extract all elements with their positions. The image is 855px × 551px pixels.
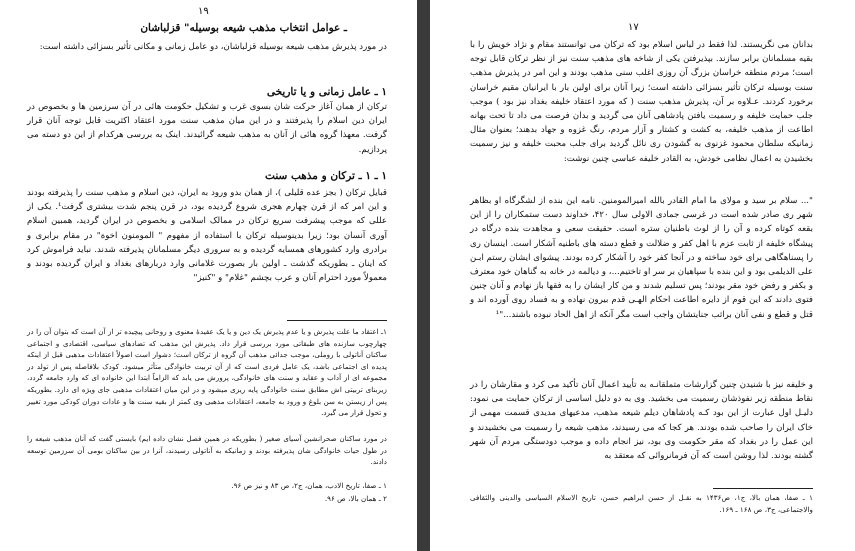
page-number: ۱۷ bbox=[628, 22, 639, 33]
subheading-temporal-factor: ۱ ـ عامل زمانی و یا تاریخی bbox=[266, 86, 387, 98]
footnote-divider bbox=[713, 488, 813, 489]
footnote-note-b: در مورد ساکنان صحرانشین آسیای صغیر ( بطوریکه در همین فصل نشان داده ایم) بایستی گفت که آنان مذهب شیعه را در طول حیات خانوادگی شان پذیرفته بودند و زمانیکه به آناتولی رسیدند، آنرا در بین ساکنان بومی آن سرزمین توسعه دادند. bbox=[27, 434, 387, 467]
intro-paragraph: در مورد پذیرش مذهب شیعه بوسیله قزلباشان، دو عامل زمانی و مکانی تأثیر بسزائی داشته است: bbox=[39, 42, 387, 52]
quoted-letter: "... سلام بر سید و مولای ما امام القادر بالله امیرالمومنین. نامه این بنده از لشگرگاه او بظاهر شهر ری صادر شده است در غرسی جمادی الاولی سال ۴۲۰، خداوند دست ستمکاران را از این بقعه کوتاه کرده و آن را از لوث باطنیان ستره است. حقیقت سعی و مجاهدت بنده درگاه در پیشگاه خلیفه از ثابت عزم با اهل کفر و ضلالت و قطع دسته های باطنیه آشکار است. اینسان ری را پسناهگاهی برای خود ساخته و در آنجا کفر خود را آشکار کرده بودند. پیشوای ایشان رستم ابـن علی الدیلمی بود و این بنده با سپاهیان بر سر او تاختیم...، و دیالمه در خانه به گناهان خود معترف و بکفر و رفض خود مقر بودند؛ پس تسلیم شدند و من کار ایشان را به فقها باز نهادم و آنان چنین فتوی دادند که این قوم از دایره اطاعت احکام الهـی قدم بیرون نهاده و به فساد روی آورده اند و قتل و قطع و نفی آنان براثب جنایتشان واجب است مگر آنکه از اهل الحاد نبوده باشند..."¹ bbox=[470, 196, 813, 320]
paragraph-temporal: ترکان از همان آغاز حرکت شان بسوی غرب و تشکیل حکومت هائی در آن سرزمین ها و بخصوص در ایران دین اسلام را پذیرفتند و در این میان مذهب سنت مورد اعتقاد اکثریت قابل توجه آنان قرار گرفت. معهذا گروه هائی از آنان به مذهب شیعه گرائیدند. اینک به بررسی هرکدام از این دو دسته می پردازیم. bbox=[27, 102, 387, 155]
book-gutter bbox=[417, 0, 430, 551]
footnote-note-a: ۱ـ اعتقاد ما علت پذیرش و یا عدم پذیرش یک دین و یا یک عقیدۀ معنوی و روحانی پیچیده تر از آن است که بتوان آن را در چهارچوب سازنده های طبقاتی مورد بررسی قرار داد. پذیرش این مذهب که تضادهای سیاسی، اقتصادی و اجتماعی ساکنان آناتولی با روملی، موجب جدائی مذهب آن گروه از ترکان است؛ دشوار است اصولاً اعتقادات مذهبی قبل از اینکه پدیده ای اجتماعی باشد، یک عامل فردی است که از آن تربیت خانوادگی متأثر میشود. کودک بلافاصله پس از تولد در مجموعه ای از آداب و عقاید و سنت های خانوادگی، پرورش می یابد که الزاماً ابتدا این خانواده ای که وارد جامعه گردد، زیربنای تربیتی اش مطابق سنت خانوادگی پایه ریزی میشود و در این میان اعتقادات مذهبی جای ویژه ای دارد. بطوریکه پس از زیستن به سن بلوغ و ورود به جامعه، اعتقادات مذهبی وی کمتر از بقیه سنت ها و عادات دوران کودکی مورد تغییر و تحول قرار می گیرد. bbox=[27, 327, 387, 418]
footnote-1: ۱ ـ صفا، تاریخ الادب، همان، ج۲، ص ۸۳ و نیز ص ۹۶. bbox=[231, 481, 387, 490]
footnote-divider bbox=[287, 320, 387, 321]
paragraph-intro: بدانان می نگریستند. لذا فقط در لباس اسلام بود که ترکان می توانستند مقام و نژاد خویش را با بقیه مسلمانان برابر سازند. بپذیرفتن یکی از شاخه های مذهب سنت نیز از نظر ترکان قابل توجه است؛ مردم منطقه خراسان بزرگ آن روزی اغلب سنی مذهب بودند و این امر در پذیرش مذهب سنت بوسیله ترکان تأثیر بسزائی داشته است؛ زیرا آنان برای اولین بار با ایرانیان مقیم خراسان برخورد کردند. عـلاوه بر آن، پذیرش مذهب سنت ( که مورد اعتقاد خلیفه بغداد نیز بود ) موجب جلب حمایت خلیفه و رسمیت یافتن پادشاهی آنان می گردید و بدان فرصت می داد تا تحت بهانه اطاعت از مذهب خلیفه، به کشت و کشتار و آزار مردم، رنگ غزوه و جهاد بدهند؛ بعنوان مثال زمانیکه سلطان محمود غزنوی به گشودن ری نائل گردید برای جلب محبت خلیفه و نیز رسمیت بخشیدن به اعمال نظامی خودش، به القادر خلیفه عباسی چنین نوشت: bbox=[470, 40, 813, 164]
footnote-1: ۱ ـ صفا، همان بالا، ج۱، ص۱۴۳۶ به نقـل از حسن ابراهیم حسن، تاریخ الاسلام السیاسی والدینی والثقافی والاجتماعی، ج۳، ص ۱۶۸ ـ ۱۶۹. bbox=[470, 493, 813, 514]
subheading-turks-sunni: ۱ ـ ۱ ـ ترکان و مذهب سنت bbox=[265, 170, 387, 182]
right-page bbox=[430, 0, 855, 551]
paragraph-caliph: و خلیفه نیز با شنیدن چنین گزارشات متملقانـه به تأیید اعمال آنان تأکید می کرد و مقارشان را در نقاط منطقه زیر نفوذشان رسمیت می بخشید. وی به دو دلیل اساسی از ترکان حمایت می نمود: دلیـل اول عبارت از این بود کـه پادشاهان دیلم شیعه مذهب، مدعیهای مدیدی قسمت مهمی از خاک ایران را صاحب شده بودند. هر کجا که می رسیدند، مذهب شیعه را رسمیت می بخشیدند و این عمل را در بغداد که مقر حکومت وی بود، نیز انجام داده و موجب دودستگی مردم آن شهر گشته بودند. لذا روشن است که آن فرمانروائی که معتقد به bbox=[470, 380, 813, 462]
paragraph-turks-sunni: قبایل ترکان ( بجز عده قلیلی )، از همان بدو ورود به ایران، دین اسلام و مذهب سنت را پذیرفته بودند و این امر که از قرن چهارم هجری شروع گردیده بود، در قرن پنجم شدت بیشتری گرفت¹. یکی از عللی که موجب پیشرفت سریع ترکان در ممالک اسلامی و بخصوص در ایران گردید، همبین اسلام آوری آنسان بود؛ زیرا بدینوسیله ترکان با استفاده از مفهوم " المومنون اخوة" در مقام برابری و برادری وارد کشورهای همسایه گردیده و به سروری دیگر مسلمانان پذیرفته شدند. نباید فراموش کرد که اینان ـ بطوریکه گذشت ـ اولین بار بصورت غلامانی وارد دربارهای بغداد و ایران گردیده بودند و معمولاً مورد احترام آنان و عرب بچشم "غلام" و "کنیز" bbox=[27, 188, 388, 284]
page-number: ۱۹ bbox=[198, 6, 209, 17]
footnote-2: ۲ ـ همان بالا، ص ۹۶. bbox=[324, 494, 387, 503]
section-title: ـ عوامل انتخاب مذهب شیعه بوسیله" قزلباشان bbox=[140, 22, 347, 34]
left-page bbox=[0, 0, 417, 551]
